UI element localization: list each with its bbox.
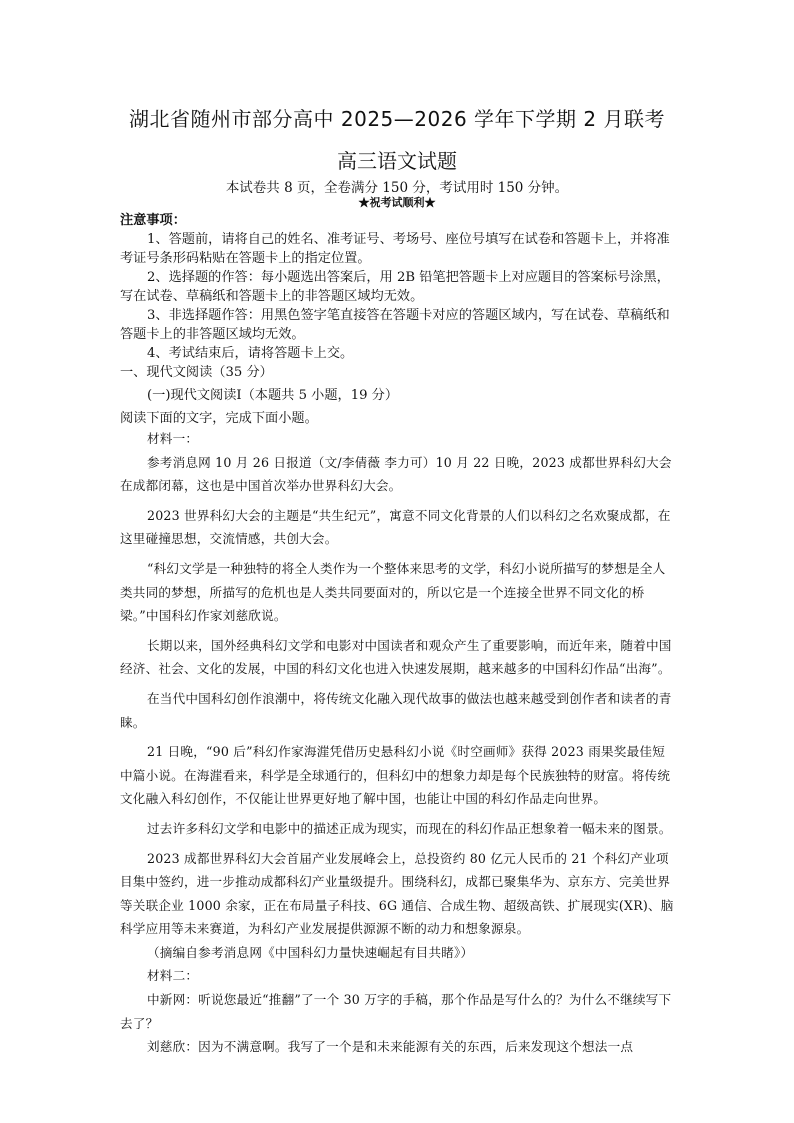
material-paragraph: 中新网：听说您最近“推翻”了一个 30 万字的手稿，那个作品是写什么的？为什么不继续写下去了？: [120, 992, 672, 1031]
material-paragraph: 21 日晚，“90 后”科幻作家海漄凭借历史悬科幻小说《时空画师》获得 2023 雨果奖最佳短中篇小说。在海漄看来，科学是全球通行的，但科幻中的想象力却是每个民族独特的财富。将传统文化融入科幻创作，不仅能让世界更好地了解中国，也能让中国的科幻作品走向世界。: [120, 744, 671, 807]
material-source: （摘编自参考消息网《中国科幻力量快速崛起有目共睹》）: [147, 944, 474, 960]
exam-info: 本试卷共 8 页，全卷满分 150 分，考试用时 150 分钟。: [225, 180, 569, 196]
material-label: 材料一：: [147, 431, 199, 446]
note-item: 4、考试结束后，请将答题卡上交。: [147, 346, 354, 361]
reading-instruction: 阅读下面的文字，完成下面小题。: [120, 411, 318, 426]
note-item: 2、选择题的作答：每小题选出答案后，用 2B 铅笔把答题卡上对应题目的答案标号涂黑，写在试卷、草稿纸和答题卡上的非答题区域均无效。: [120, 270, 670, 304]
material-paragraph: 过去许多科幻文学和电影中的描述正成为现实，而现在的科幻作品正想象着一幅未来的图景。: [147, 820, 672, 836]
notes-block: [120, 211, 676, 428]
material-label: 材料二：: [147, 968, 199, 984]
material-paragraph: 刘慈欣：因为不满意啊。我写了一个是和未来能源有关的东西，后来发现这个想法一点: [147, 1039, 634, 1055]
notes-heading: 注意事项：: [120, 213, 186, 228]
material-paragraph: 2023 世界科幻大会的主题是“共生纪元”，寓意不同文化背景的人们以科幻之名欢聚成都，在这里碰撞思想，交流情感，共创大会。: [120, 507, 671, 547]
material-paragraph: 参考消息网 10 月 26 日报道（文/李倩薇 李力可）10 月 22 日晚，2023 成都世界科幻大会在成都闭幕，这也是中国首次举办世界科幻大会。: [120, 454, 672, 494]
section-heading: 一、现代文阅读（35 分）: [120, 365, 273, 380]
material-block: [120, 427, 676, 1059]
material-paragraph: 长期以来，国外经典科幻文学和电影对中国读者和观众产生了重要影响，而近年来，随着中国经济、社会、文化的发展，中国的科幻文化也进入快速发展期，越来越多的中国科幻作品“出海”。: [120, 637, 672, 677]
note-item: 1、答题前，请将自己的姓名、准考证号、考场号、座位号填写在试卷和答题卡上，并将准考证号条形码粘贴在答题卡上的指定位置。: [120, 232, 670, 266]
material-paragraph: 2023 成都世界科幻大会首届产业发展峰会上，总投资约 80 亿元人民币的 21 个科幻产业项目集中签约，进一步推动成都科幻产业量级提升。围绕科幻，成都已聚集华为、京东方、完美世界等关联企业 1000 余家，正在布局量子科技、6G 通信、合成生物、超级高铁、扩展现实(XR)、脑科学应用等未来赛道，为科幻产业发展提供源源不断的动力和想象源泉。: [120, 850, 674, 937]
sub-section-heading: (一)现代文阅读Ⅰ（本题共 5 小题，19 分）: [147, 388, 399, 403]
material-paragraph: “科幻文学是一种独特的将全人类作为一个整体来思考的文学，科幻小说所描写的梦想是全人类共同的梦想，所描写的危机也是人类共同要面对的，所以它是一个连接全世界不同文化的桥梁。”中国科幻作家刘慈欣说。: [120, 560, 666, 624]
material-paragraph: 在当代中国科幻创作浪潮中，将传统文化融入现代故事的做法也越来越受到创作者和读者的青睐。: [120, 690, 672, 730]
good-luck-line: ★祝考试顺利★: [358, 196, 436, 209]
note-item: 3、非选择题作答：用黑色签字笔直接答在答题卡对应的答题区域内，写在试卷、草稿纸和答题卡上的非答题区域均无效。: [120, 308, 670, 342]
exam-title: 湖北省随州市部分高中 2025—2026 学年下学期 2 月联考: [129, 107, 665, 131]
exam-subject-title: 高三语文试题: [337, 149, 457, 173]
